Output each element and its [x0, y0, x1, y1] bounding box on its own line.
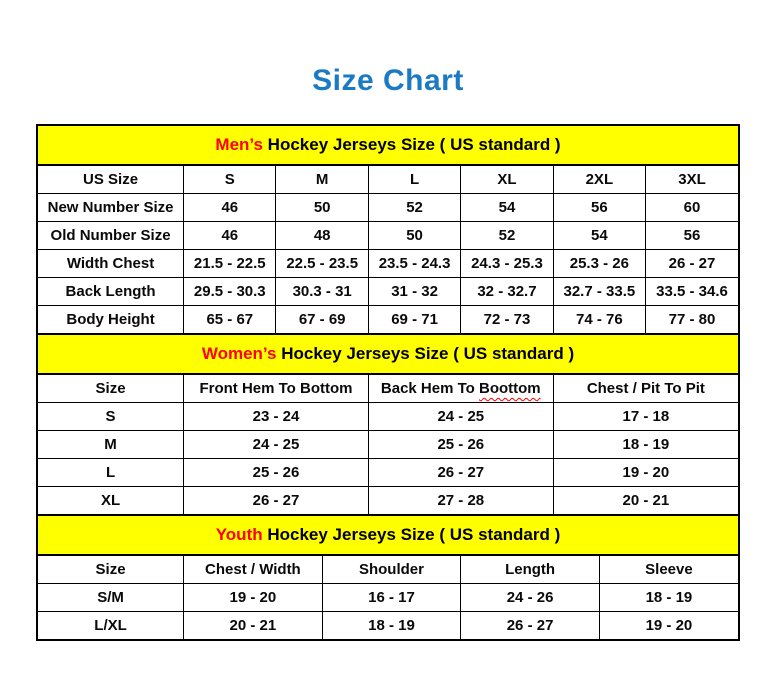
row-label: New Number Size [38, 194, 184, 222]
column-header: Shoulder [322, 556, 461, 584]
section-title-rest: Hockey Jerseys Size ( US standard ) [262, 525, 561, 544]
size-chart [36, 124, 740, 641]
table-cell: 48 [276, 222, 368, 250]
table-cell: 26 - 27 [646, 250, 738, 278]
row-label: S/M [38, 584, 184, 612]
mens-section-title [38, 126, 738, 166]
table-row [38, 222, 738, 250]
youth-table [38, 556, 738, 639]
page-title: Size Chart [312, 64, 464, 97]
youth-section-title [38, 514, 738, 556]
table-cell: 60 [646, 194, 738, 222]
table-cell: 19 - 20 [599, 612, 738, 640]
table-cell: 23.5 - 24.3 [368, 250, 460, 278]
column-header [368, 375, 553, 403]
table-cell: 52 [368, 194, 460, 222]
section-title-rest: Hockey Jerseys Size ( US standard ) [276, 344, 575, 363]
section-title-highlight: Men’s [215, 135, 263, 154]
row-label: M [38, 431, 184, 459]
table-cell: 18 - 19 [553, 431, 738, 459]
table-row [38, 250, 738, 278]
table-cell: 65 - 67 [184, 306, 276, 334]
column-header: Front Hem To Bottom [184, 375, 369, 403]
table-cell: 26 - 27 [184, 487, 369, 515]
row-label: XL [38, 487, 184, 515]
table-cell: 18 - 19 [599, 584, 738, 612]
table-row [38, 306, 738, 334]
table-cell: 69 - 71 [368, 306, 460, 334]
column-header-text: Back Hem To [380, 380, 479, 397]
table-cell: 54 [553, 222, 645, 250]
table-row [38, 431, 738, 459]
header-row [38, 375, 738, 403]
table-cell: 46 [184, 222, 276, 250]
column-header: XL [461, 166, 553, 194]
column-header: L [368, 166, 460, 194]
table-cell: 77 - 80 [646, 306, 738, 334]
table-cell: 20 - 21 [184, 612, 323, 640]
table-cell: 26 - 27 [368, 459, 553, 487]
table-cell: 23 - 24 [184, 403, 369, 431]
table-cell: 32.7 - 33.5 [553, 278, 645, 306]
table-cell: 19 - 20 [184, 584, 323, 612]
column-header: 3XL [646, 166, 738, 194]
row-label: Back Length [38, 278, 184, 306]
table-cell: 24.3 - 25.3 [461, 250, 553, 278]
table-row [38, 403, 738, 431]
section-title-rest: Hockey Jerseys Size ( US standard ) [262, 135, 561, 154]
row-label: Width Chest [38, 250, 184, 278]
column-header: S [184, 166, 276, 194]
header-row [38, 556, 738, 584]
table-cell: 30.3 - 31 [276, 278, 368, 306]
column-header: US Size [38, 166, 184, 194]
table-cell: 24 - 25 [368, 403, 553, 431]
table-cell: 33.5 - 34.6 [646, 278, 738, 306]
column-header: Chest / Width [184, 556, 323, 584]
row-label: Old Number Size [38, 222, 184, 250]
table-cell: 20 - 21 [553, 487, 738, 515]
header-row [38, 166, 738, 194]
womens-section-title [38, 333, 738, 375]
table-cell: 56 [553, 194, 645, 222]
table-cell: 21.5 - 22.5 [184, 250, 276, 278]
table-cell: 46 [184, 194, 276, 222]
womens-table [38, 375, 738, 514]
table-cell: 22.5 - 23.5 [276, 250, 368, 278]
table-cell: 25 - 26 [184, 459, 369, 487]
row-label: S [38, 403, 184, 431]
table-cell: 50 [276, 194, 368, 222]
misspelled-word: Boottom [479, 380, 541, 397]
table-row [38, 584, 738, 612]
table-row [38, 487, 738, 515]
table-cell: 56 [646, 222, 738, 250]
table-row [38, 194, 738, 222]
column-header: M [276, 166, 368, 194]
table-cell: 50 [368, 222, 460, 250]
row-label: L [38, 459, 184, 487]
row-label: L/XL [38, 612, 184, 640]
table-cell: 26 - 27 [461, 612, 600, 640]
column-header: Length [461, 556, 600, 584]
table-cell: 24 - 25 [184, 431, 369, 459]
column-header: 2XL [553, 166, 645, 194]
table-cell: 17 - 18 [553, 403, 738, 431]
table-cell: 32 - 32.7 [461, 278, 553, 306]
table-cell: 24 - 26 [461, 584, 600, 612]
table-row [38, 278, 738, 306]
section-title-highlight: Youth [215, 525, 263, 544]
row-label: Body Height [38, 306, 184, 334]
table-cell: 18 - 19 [322, 612, 461, 640]
table-row [38, 459, 738, 487]
table-cell: 67 - 69 [276, 306, 368, 334]
table-cell: 52 [461, 222, 553, 250]
table-row [38, 612, 738, 640]
section-title-highlight: Women’s [201, 344, 277, 363]
table-cell: 27 - 28 [368, 487, 553, 515]
table-cell: 54 [461, 194, 553, 222]
column-header: Sleeve [599, 556, 738, 584]
table-cell: 25.3 - 26 [553, 250, 645, 278]
column-header: Size [38, 375, 184, 403]
table-cell: 19 - 20 [553, 459, 738, 487]
table-cell: 31 - 32 [368, 278, 460, 306]
column-header: Size [38, 556, 184, 584]
table-cell: 25 - 26 [368, 431, 553, 459]
table-cell: 16 - 17 [322, 584, 461, 612]
table-cell: 29.5 - 30.3 [184, 278, 276, 306]
column-header: Chest / Pit To Pit [553, 375, 738, 403]
table-cell: 74 - 76 [553, 306, 645, 334]
table-cell: 72 - 73 [461, 306, 553, 334]
mens-table [38, 166, 738, 333]
